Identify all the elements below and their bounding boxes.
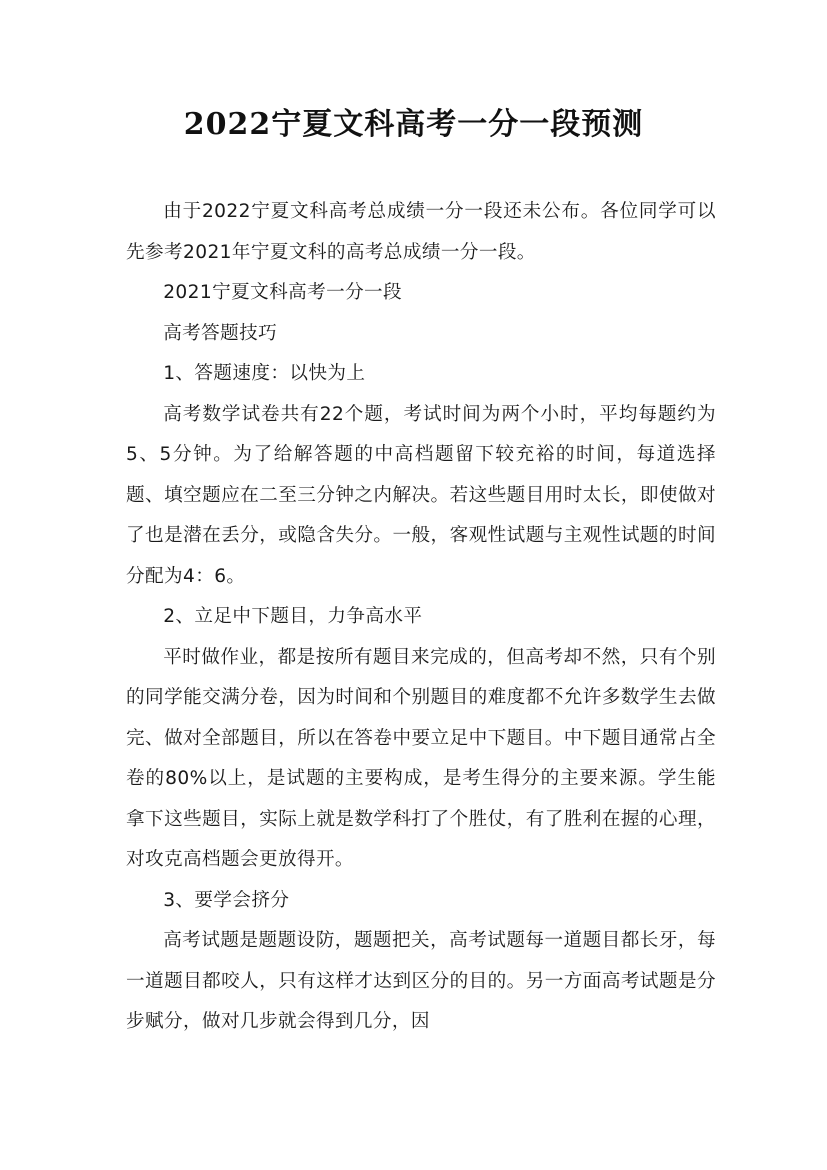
subheading-middle-questions: 2、立足中下题目，力争高水平 bbox=[163, 606, 423, 627]
section-heading-tips: 高考答题技巧 bbox=[163, 322, 278, 344]
paragraph-middle-questions: 平时做作业，都是按所有题目来完成的，但高考却不然，只有个别的同学能交满分卷，因为时间和个别题目的难度都不允许多数学生去做完、做对全部题目，所以在答卷中要立足中下题目。中下题目通常占全卷的80%以上，是试题的主要构成，是考生得分的主要来源。学生能拿下这些题目，实际上就是数学科打了个胜仗，有了胜利在握的心理，对攻克高档题会更放得开。 bbox=[126, 646, 716, 870]
document-title: 2022宁夏文科高考一分一段预测 bbox=[183, 107, 644, 142]
document-body bbox=[126, 192, 716, 1043]
paragraph-table-caption: 2021宁夏文科高考一分一段 bbox=[163, 282, 403, 303]
subheading-score: 3、要学会挤分 bbox=[163, 889, 290, 911]
paragraph-intro: 由于2022宁夏文科高考总成绩一分一段还未公布。各位同学可以先参考2021年宁夏文科的高考总成绩一分一段。 bbox=[126, 201, 716, 263]
paragraph-score: 高考试题是题题设防，题题把关，高考试题每一道题目都长牙，每一道题目都咬人，只有这样才达到区分的目的。另一方面高考试题是分步赋分，做对几步就会得到几分，因 bbox=[126, 930, 716, 1032]
paragraph-speed: 高考数学试卷共有22个题，考试时间为两个小时，平均每题约为5、5分钟。为了给解答题的中高档题留下较充裕的时间，每道选择题、填空题应在二至三分钟之内解决。若这些题目用时太长，即使做对了也是潜在丢分，或隐含失分。一般，客观性试题与主观性试题的时间分配为4：6。 bbox=[126, 403, 716, 587]
subheading-speed: 1、答题速度：以快为上 bbox=[163, 363, 366, 384]
